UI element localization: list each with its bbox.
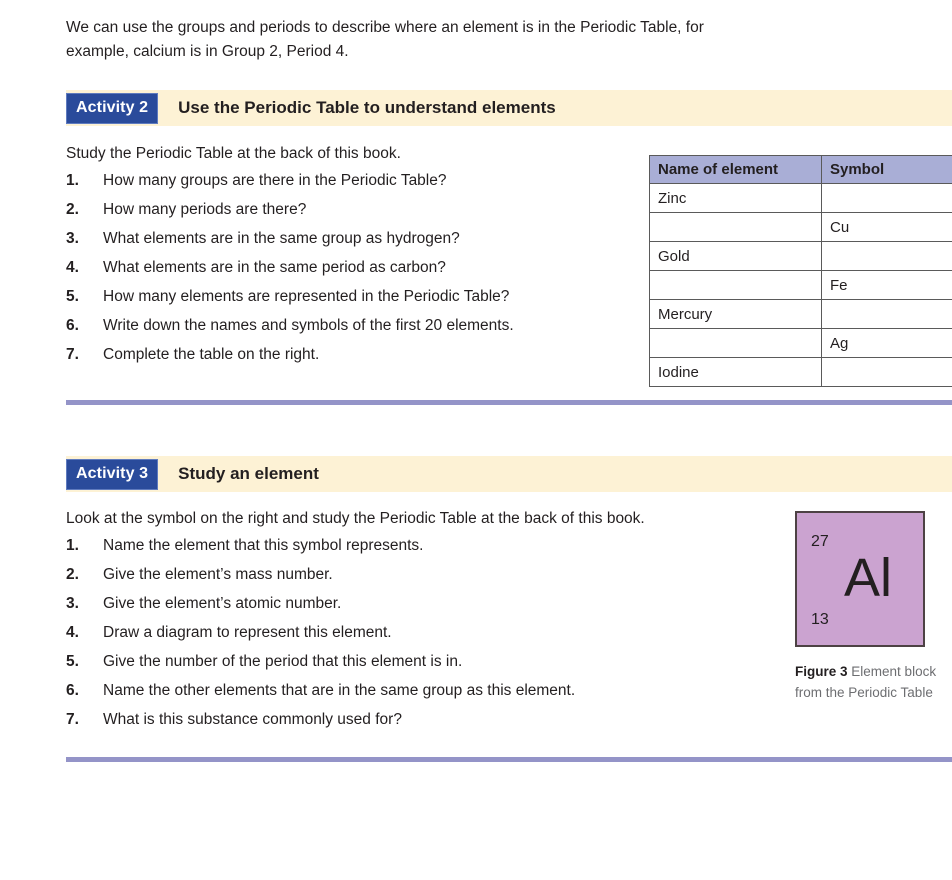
cell-element-symbol: Ag [822, 329, 952, 358]
question-text: What elements are in the same group as hydrogen? [103, 230, 460, 247]
cell-element-symbol[interactable] [822, 242, 952, 271]
question-number: 3. [66, 230, 79, 247]
atomic-number: 13 [811, 611, 829, 628]
list-item [66, 651, 575, 680]
question-number: 6. [66, 317, 79, 334]
question-number: 1. [66, 537, 79, 554]
element-block-figure [795, 511, 952, 703]
question-number: 2. [66, 566, 79, 583]
activity-2-question-list [66, 170, 514, 373]
activity-3-question-list [66, 535, 575, 738]
list-item [66, 228, 514, 257]
question-text: Give the element’s mass number. [103, 566, 333, 583]
column-header-symbol: Symbol [822, 156, 952, 184]
element-symbol: Al [843, 547, 892, 608]
question-text: Write down the names and symbols of the first 20 elements. [103, 317, 514, 334]
question-text: How many periods are there? [103, 201, 307, 218]
list-item [66, 170, 514, 199]
cell-element-name: Mercury [650, 300, 822, 329]
activity-3-lead: Look at the symbol on the right and study the Periodic Table at the back of this book. [66, 510, 645, 527]
cell-element-name: Gold [650, 242, 822, 271]
element-symbol-table [649, 155, 952, 387]
question-text: Name the other elements that are in the same group as this element. [103, 682, 576, 699]
figure-caption-label: Figure 3 [795, 664, 848, 679]
question-number: 5. [66, 288, 79, 305]
list-item [66, 257, 514, 286]
cell-element-name: Iodine [650, 358, 822, 387]
question-text: How many elements are represented in the Periodic Table? [103, 288, 510, 305]
activity-3-badge: Activity 3 [66, 459, 158, 490]
section-divider-bottom [66, 757, 952, 762]
list-item [66, 315, 514, 344]
table-row [650, 184, 952, 213]
question-number: 1. [66, 172, 79, 189]
mass-number: 27 [811, 533, 829, 550]
question-text: Complete the table on the right. [103, 346, 320, 363]
question-text: What elements are in the same period as carbon? [103, 259, 446, 276]
table-row [650, 271, 952, 300]
question-number: 7. [66, 711, 79, 728]
periodic-element-block [795, 511, 925, 647]
table-row [650, 242, 952, 271]
list-item [66, 622, 575, 651]
question-number: 4. [66, 259, 79, 276]
question-number: 6. [66, 682, 79, 699]
table-header-row [650, 156, 952, 184]
list-item [66, 535, 575, 564]
column-header-name: Name of element [650, 156, 822, 184]
question-number: 5. [66, 653, 79, 670]
question-number: 3. [66, 595, 79, 612]
question-text: What is this substance commonly used for? [103, 711, 402, 728]
question-number: 2. [66, 201, 79, 218]
list-item [66, 593, 575, 622]
activity-2-title: Use the Periodic Table to understand elements [178, 98, 556, 117]
table-row [650, 329, 952, 358]
list-item [66, 344, 514, 373]
figure-caption [795, 661, 952, 703]
question-number: 7. [66, 346, 79, 363]
figure-caption-text: Element block from the Periodic Table [795, 664, 937, 700]
cell-element-name: Zinc [650, 184, 822, 213]
activity-3-title: Study an element [178, 464, 319, 483]
section-divider-top [66, 400, 952, 405]
cell-element-name[interactable] [650, 213, 822, 242]
question-text: Give the element’s atomic number. [103, 595, 342, 612]
question-text: Draw a diagram to represent this element. [103, 624, 392, 641]
table-row [650, 300, 952, 329]
activity-2-lead: Study the Periodic Table at the back of this book. [66, 145, 401, 162]
table-row [650, 213, 952, 242]
list-item [66, 709, 575, 738]
list-item [66, 286, 514, 315]
cell-element-symbol[interactable] [822, 358, 952, 387]
table-row [650, 358, 952, 387]
cell-element-symbol[interactable] [822, 184, 952, 213]
activity-2-badge: Activity 2 [66, 93, 158, 124]
list-item [66, 564, 575, 593]
question-text: How many groups are there in the Periodic Table? [103, 172, 447, 189]
cell-element-symbol: Fe [822, 271, 952, 300]
question-number: 4. [66, 624, 79, 641]
intro-paragraph: We can use the groups and periods to describe where an element is in the Periodic Table, for example, calcium is in Group 2, Period 4. [66, 18, 704, 60]
cell-element-name[interactable] [650, 271, 822, 300]
cell-element-name[interactable] [650, 329, 822, 358]
activity-2-header-band [66, 90, 952, 126]
list-item [66, 199, 514, 228]
list-item [66, 680, 575, 709]
question-text: Give the number of the period that this element is in. [103, 653, 463, 670]
question-text: Name the element that this symbol represents. [103, 537, 424, 554]
cell-element-symbol: Cu [822, 213, 952, 242]
activity-3-header-band [66, 456, 952, 492]
cell-element-symbol[interactable] [822, 300, 952, 329]
